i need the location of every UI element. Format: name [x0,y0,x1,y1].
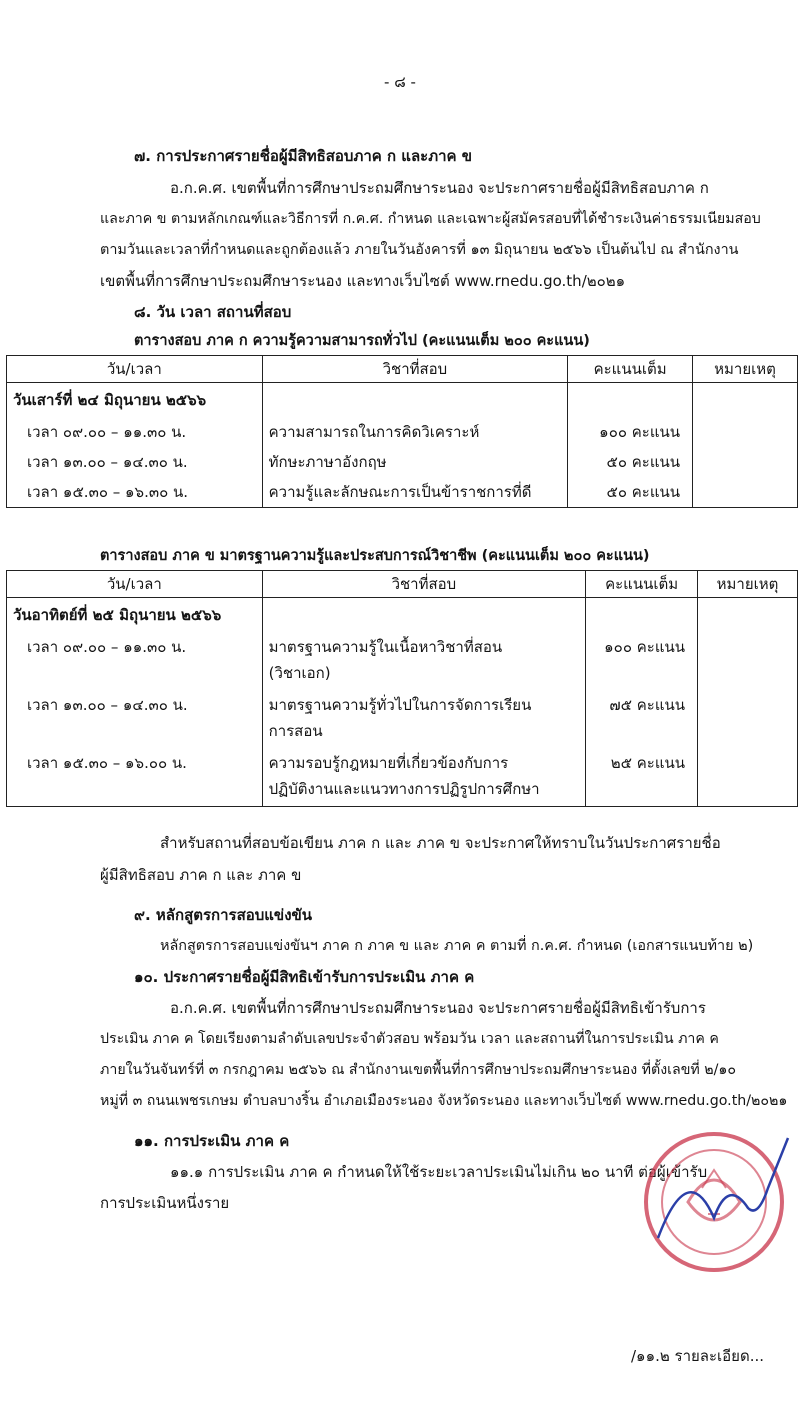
continuation-note: /๑๑.๒ รายละเอียด... [631,1347,765,1365]
header-full-score: คะแนนเต็ม [568,356,693,383]
venue-line-1: สำหรับสถานที่สอบข้อเขียน ภาค ก และ ภาค ข จะประกาศให้ทราบในวันประกาศรายชื่อ [160,834,721,852]
exam-schedule-table-b [6,570,798,807]
section-7-line-4: เขตพื้นที่การศึกษาประถมศึกษาระนอง และทางเว็บไซต์ www.rnedu.go.th/๒๐๒๑ [100,272,626,290]
section-11-line-2: การประเมินหนึ่งราย [100,1194,230,1212]
section-9-heading: ๙. หลักสูตรการสอบแข่งขัน [134,906,313,924]
exam-subject-cont: (วิชาเอก) [268,664,331,682]
exam-time: เวลา ๑๕.๓๐ – ๑๖.๓๐ น. [27,483,189,501]
exam-score: ๒๕ คะแนน [610,754,686,772]
section-10-line-1: อ.ก.ค.ศ. เขตพื้นที่การศึกษาประถมศึกษาระนอง จะประกาศรายชื่อผู้มีสิทธิเข้ารับการ [170,999,706,1017]
section-7-line-2: และภาค ข ตามหลักเกณฑ์และวิธีการที่ ก.ค.ศ. กำหนด และเฉพาะผู้สมัครสอบที่ได้ชำระเงินค่าธรรมเนียมสอบ [100,211,761,227]
exam-day: วันอาทิตย์ที่ ๒๕ มิถุนายน ๒๕๖๖ [13,606,222,624]
exam-subject: ทักษะภาษาอังกฤษ [268,453,387,471]
section-7-heading: ๗. การประกาศรายชื่อผู้มีสิทธิสอบภาค ก และภาค ข [134,147,473,165]
exam-subject: ความรู้และลักษณะการเป็นข้าราชการที่ดี [268,483,532,501]
official-seal-icon [618,1118,796,1278]
exam-score: ๑๐๐ คะแนน [599,423,681,441]
exam-score: ๑๐๐ คะแนน [604,638,686,656]
exam-time: เวลา ๑๓.๐๐ – ๑๔.๓๐ น. [27,453,188,471]
venue-line-2: ผู้มีสิทธิสอบ ภาค ก และ ภาค ข [100,866,302,884]
section-11-heading: ๑๑. การประเมิน ภาค ค [134,1132,290,1150]
exam-time: เวลา ๐๙.๐๐ – ๑๑.๓๐ น. [27,638,187,656]
table-a-caption: ตารางสอบ ภาค ก ความรู้ความสามารถทั่วไป (คะแนนเต็ม ๒๐๐ คะแนน) [134,333,590,349]
exam-subject: มาตรฐานความรู้ทั่วไปในการจัดการเรียน [268,696,532,714]
exam-schedule-table-a [6,355,798,508]
exam-time: เวลา ๐๙.๐๐ – ๑๑.๓๐ น. [27,423,187,441]
exam-score: ๗๕ คะแนน [609,696,686,714]
page-number: - ๘ - [384,73,416,91]
section-7-line-1: อ.ก.ค.ศ. เขตพื้นที่การศึกษาประถมศึกษาระนอง จะประกาศรายชื่อผู้มีสิทธิสอบภาค ก [170,179,709,197]
exam-subject: ความสามารถในการคิดวิเคราะห์ [268,423,480,441]
table-row [7,598,798,807]
signature-icon [658,1138,788,1238]
header-subject: วิชาที่สอบ [262,356,568,383]
exam-time: เวลา ๑๕.๓๐ – ๑๖.๐๐ น. [27,754,187,772]
section-10-line-2: ประเมิน ภาค ค โดยเรียงตามลำดับเลขประจำตัวสอบ พร้อมวัน เวลา และสถานที่ในการประเมิน ภาค ค [100,1031,719,1047]
exam-subject: ความรอบรู้กฎหมายที่เกี่ยวข้องกับการ [268,754,509,772]
header-subject: วิชาที่สอบ [262,571,586,598]
header-remarks: หมายเหตุ [693,356,798,383]
table-b-caption: ตารางสอบ ภาค ข มาตรฐานความรู้และประสบการณ์วิชาชีพ (คะแนนเต็ม ๒๐๐ คะแนน) [100,548,650,564]
section-8-heading: ๘. วัน เวลา สถานที่สอบ [134,303,292,321]
section-9-line: หลักสูตรการสอบแข่งขันฯ ภาค ก ภาค ข และ ภาค ค ตามที่ ก.ค.ศ. กำหนด (เอกสารแนบท้าย ๒) [160,938,754,954]
section-7-line-3: ตามวันและเวลาที่กำหนดและถูกต้องแล้ว ภายในวันอังคารที่ ๑๓ มิถุนายน ๒๕๖๖ เป็นต้นไป ณ สำนักงาน [100,242,739,258]
exam-subject-cont: ปฏิบัติงานและแนวทางการปฏิรูปการศึกษา [268,780,540,798]
exam-subject-cont: การสอน [268,722,323,740]
exam-time: เวลา ๑๓.๐๐ – ๑๔.๓๐ น. [27,696,188,714]
section-10-line-3: ภายในวันจันทร์ที่ ๓ กรกฎาคม ๒๕๖๖ ณ สำนักงานเขตพื้นที่การศึกษาประถมศึกษาระนอง ที่ตั้งเลขที่ ๒/๑๐ [100,1062,737,1078]
table-row [7,383,798,508]
header-full-score: คะแนนเต็ม [586,571,698,598]
header-remarks: หมายเหตุ [698,571,798,598]
exam-day: วันเสาร์ที่ ๒๔ มิถุนายน ๒๕๖๖ [13,391,207,409]
exam-score: ๕๐ คะแนน [606,483,681,501]
section-11-line-1: ๑๑.๑ การประเมิน ภาค ค กำหนดให้ใช้ระยะเวลาประเมินไม่เกิน ๒๐ นาที ต่อผู้เข้ารับ [170,1163,708,1181]
exam-score: ๕๐ คะแนน [606,453,681,471]
header-date-time: วัน/เวลา [7,356,263,383]
exam-subject: มาตรฐานความรู้ในเนื้อหาวิชาที่สอน [268,638,503,656]
section-10-line-4: หมู่ที่ ๓ ถนนเพชรเกษม ตำบลบางริ้น อำเภอเมืองระนอง จังหวัดระนอง และทางเว็บไซต์ www.rnedu.go.th/๒๐๒๑ [100,1093,788,1109]
header-date-time: วัน/เวลา [7,571,263,598]
section-10-heading: ๑๐. ประกาศรายชื่อผู้มีสิทธิเข้ารับการประเมิน ภาค ค [134,968,475,986]
